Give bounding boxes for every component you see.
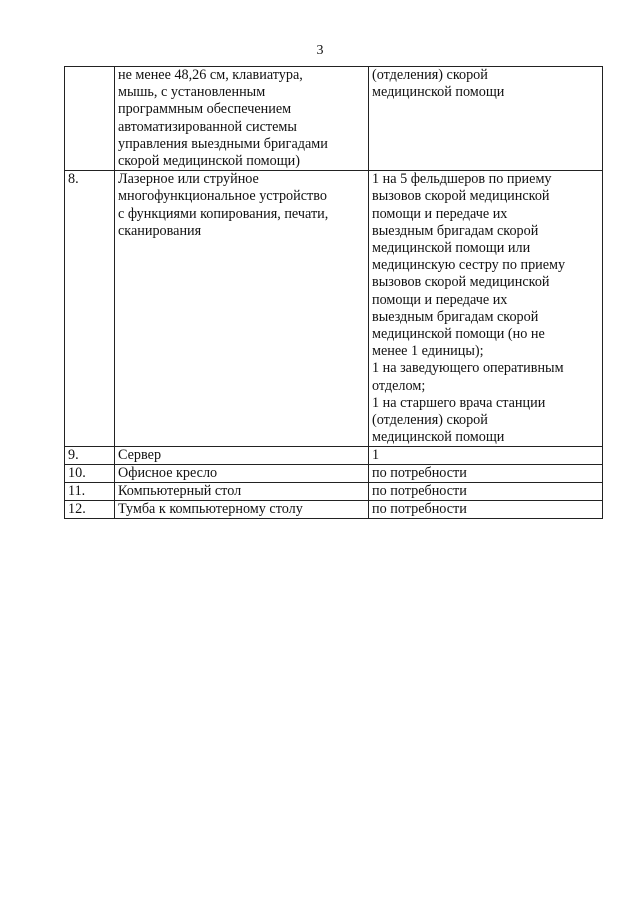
item-quantity-cell: [369, 501, 603, 519]
item-quantity-line: помощи и передаче их: [372, 205, 508, 222]
item-quantity-line: менее 1 единицы);: [372, 343, 484, 360]
item-name-line: сканирования: [118, 222, 202, 239]
item-quantity-cell: [369, 171, 603, 447]
item-quantity-line: 1: [372, 447, 380, 464]
item-name-cell: [115, 447, 369, 465]
equipment-table-body: [65, 67, 603, 519]
item-quantity-line: 1 на заведующего оперативным: [372, 360, 564, 377]
table-row-item-8: [65, 171, 603, 447]
item-quantity-line: 1 на 5 фельдшеров по приему: [372, 171, 552, 188]
item-quantity-line: выездным бригадам скорой: [372, 308, 539, 325]
page-number: 3: [316, 43, 324, 58]
item-quantity-cell: [369, 447, 603, 465]
item-name-line: мышь, с установленным: [118, 84, 266, 101]
table-row-item-10: [65, 465, 603, 483]
item-name-line: не менее 48,26 см, клавиатура,: [118, 67, 303, 83]
table-row-continuation: [65, 67, 603, 171]
item-quantity-line: медицинской помощи: [372, 429, 505, 446]
item-quantity-line: по потребности: [372, 483, 467, 500]
item-quantity-cell: [369, 483, 603, 501]
row-number-cell: 10.: [65, 465, 115, 483]
item-name-cell: [115, 501, 369, 519]
item-quantity-line: вызовов скорой медицинской: [372, 188, 550, 205]
item-quantity-cell: [369, 465, 603, 483]
item-name-line: Сервер: [118, 447, 162, 464]
item-quantity-line: выездным бригадам скорой: [372, 222, 539, 239]
row-number-cell: 11.: [65, 483, 115, 501]
table-row-item-12: [65, 501, 603, 519]
item-quantity-line: (отделения) скорой: [372, 67, 488, 83]
item-quantity-cell: [369, 67, 603, 171]
row-number-cell: 9.: [65, 447, 115, 465]
item-name-line: управления выездными бригадами: [118, 135, 328, 152]
item-quantity-line: отделом;: [372, 377, 426, 394]
item-name-line: программным обеспечением: [118, 101, 292, 118]
item-quantity-line: медицинской помощи: [372, 84, 505, 101]
item-quantity-line: медицинскую сестру по приему: [372, 257, 566, 274]
item-quantity-line: 1 на старшего врача станции: [372, 394, 546, 411]
table-row-item-11: [65, 483, 603, 501]
item-name-line: Офисное кресло: [118, 465, 218, 482]
item-name-cell: [115, 465, 369, 483]
item-name-line: Компьютерный стол: [118, 483, 242, 500]
item-name-cell: [115, 67, 369, 171]
item-name-line: Лазерное или струйное: [118, 171, 259, 188]
item-name-line: автоматизированной системы: [118, 118, 297, 135]
row-number-cell: 8.: [65, 171, 115, 447]
equipment-table: [64, 66, 603, 519]
item-quantity-line: (отделения) скорой: [372, 412, 488, 429]
item-name-line: с функциями копирования, печати,: [118, 205, 329, 222]
item-name-line: скорой медицинской помощи): [118, 153, 300, 170]
item-quantity-line: вызовов скорой медицинской: [372, 274, 550, 291]
item-quantity-line: медицинской помощи (но не: [372, 326, 545, 343]
item-quantity-line: помощи и передаче их: [372, 291, 508, 308]
item-name-cell: [115, 483, 369, 501]
item-name-line: многофункциональное устройство: [118, 188, 327, 205]
item-quantity-line: медицинской помощи или: [372, 240, 531, 257]
row-number-cell: [65, 67, 115, 171]
row-number-cell: 12.: [65, 501, 115, 519]
item-quantity-line: по потребности: [372, 465, 467, 482]
item-name-cell: [115, 171, 369, 447]
item-name-line: Тумба к компьютерному столу: [118, 501, 303, 518]
item-quantity-line: по потребности: [372, 501, 467, 518]
table-row-item-9: [65, 447, 603, 465]
